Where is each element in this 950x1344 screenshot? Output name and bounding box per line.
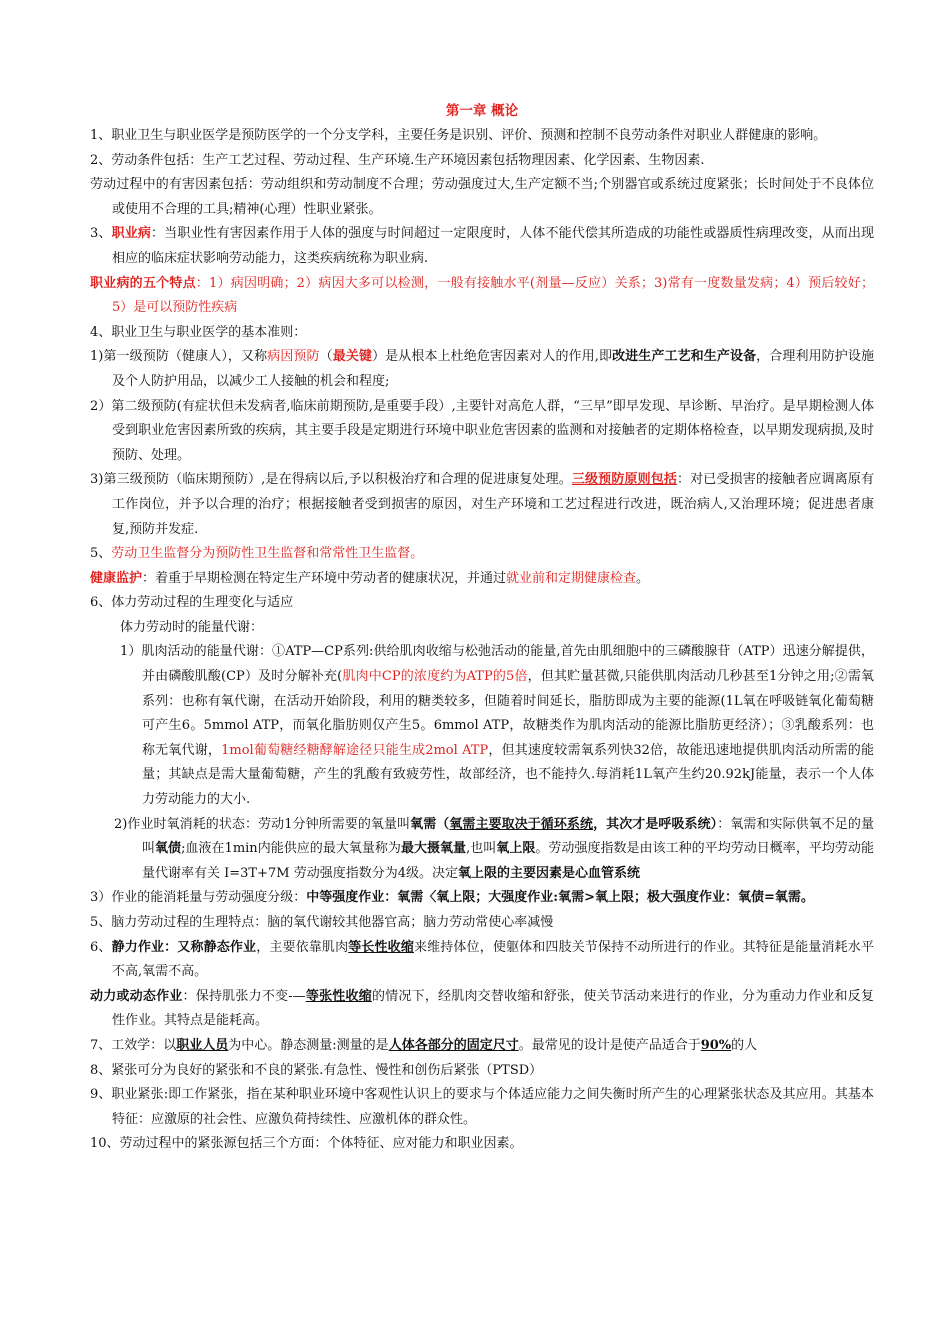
paragraph-23: 10、劳动过程中的紧张源包括三个方面：个体特征、应对能力和职业因素。 <box>90 1136 523 1152</box>
paragraph-2: 2、劳动条件包括：生产工艺过程、劳动过程、生产环境.生产环境因素包括物理因素、化学因素、生物因素. <box>90 152 705 168</box>
paragraph-10: 5、劳动卫生监督分为预防性卫生监督和常常性卫生监督。 <box>90 546 424 562</box>
document-page <box>90 100 874 1157</box>
paragraph-8: 2）第二级预防(有症状但未发病者,临床前期预防,是重要手段）,主要针对高危人群，“三早”即早发现、早诊断、早治疗。是早期检测人体受到职业危害因素所致的疾病，其主要手段是定期进行环境中职业危害因素的监测和对接触者的定期体格检查，以早期发现病损,及时预防、处理。 <box>90 398 874 463</box>
paragraph-6: 4、职业卫生与职业医学的基本准则： <box>90 324 307 340</box>
term-three-level-principles: 三级预防原则包括 <box>571 472 678 488</box>
paragraph-7: 1)第一级预防（健康人），又称病因预防（最关键）是从根本上杜绝危害因素对人的作用,即改进生产工艺和生产设备，合理利用防护设施及个人防护用品，以减少工人接触的机会和程度; <box>90 349 874 389</box>
paragraph-9: 3)第三级预防（临床期预防）,是在得病以后,予以积极治疗和合理的促进康复处理。三级预防原则包括：对已受损害的接触者应调离原有工作岗位，并予以合理的治疗；根据接触者受到损害的原因，对生产环境和工艺过程进行改进，既治病人,又治理环境；促进患者康复,预防并发症. <box>90 472 874 537</box>
chapter-title: 第一章 概论 <box>445 103 519 119</box>
paragraph-20: 7、工效学：以职业人员为中心。静态测量:测量的是人体各部分的固定尺寸。最常见的设计是使产品适合于90%的人 <box>90 1037 758 1053</box>
paragraph-16: 3）作业的能消耗量与劳动强度分级：中等强度作业：氧需〈氧上限；大强度作业:氧需>氧上限；极大强度作业：氧债=氧需。 <box>90 890 814 906</box>
paragraph-18: 6、静力作业：又称静态作业，主要依靠肌肉等长性收缩来维持体位，使躯体和四肢关节保持不动所进行的作业。其特征是能量消耗水平不高,氧需不高。 <box>90 939 874 980</box>
paragraph-22: 9、职业紧张:即工作紧张，指在某种职业环境中客观性认识上的要求与个体适应能力之间失衡时所产生的心理紧张状态及其应用。其基本特征：应激原的社会性、应激负荷持续性、应激机体的群众性。 <box>90 1087 874 1127</box>
term-five-features: 职业病的五个特点 <box>90 275 196 291</box>
paragraph-1: 1、职业卫生与职业医学是预防医学的一个分支学科，主要任务是识别、评价、预测和控制不良劳动条件对职业人群健康的影响。 <box>90 128 827 143</box>
paragraph-15: 2)作业时氧消耗的状态：劳动1分钟所需要的氧量叫氧需（氧需主要取决于循环系统，其次才是呼吸系统）：氧需和实际供氧不足的量叫氧债;血液在1min内能供应的最大氧量称为最大摄氧量,也叫氧上限。劳动强度指数是由该工种的平均劳动日概率，平均劳动能量代谢率有关 I=3T+7M 劳动强度指数分为4级。决定氧上限的主要因素是心血管系统 <box>114 816 874 881</box>
paragraph-21: 8、紧张可分为良好的紧张和不良的紧张.有急性、慢性和创伤后紧张（PTSD） <box>90 1062 543 1078</box>
paragraph-13: 体力劳动时的能量代谢： <box>120 619 264 635</box>
paragraph-11: 健康监护：着重于早期检测在特定生产环境中劳动者的健康状况，并通过就业前和定期健康检查。 <box>90 570 650 586</box>
paragraph-14: 1）肌肉活动的能量代谢：①ATP—CP系列:供给肌肉收缩与松弛活动的能量,首先由肌细胞中的三磷酸腺苷（ATP）迅速分解提供，并由磷酸肌酸(CP）及时分解补充(肌肉中CP的浓度约为ATP的5倍，但其贮量甚微,只能供肌肉活动几秒甚至1分钟之用;②需氧系列：也称有氧代谢，在活动开始阶段，利用的糖类较多，但随着时间延长，脂肪即成为主要的能源(1L氧在呼吸链氧化葡萄糖可产生6。5mmol ATP，而氧化脂肪则仅产生5。6mmol ATP，故糖类作为肌肉活动的能源比脂肪更经济）；③乳酸系列：也称无氧代谢，1mol葡萄糖经糖酵解途径只能生成2mol ATP，但其速度较需氧系列快32倍，故能迅速地提供肌肉活动所需的能量；其缺点是需大量葡萄糖，产生的乳酸有致疲劳性，故部经济，也不能持久.每消耗1L氧产生约20.92kJ能量，表示一个人体力劳动能力的大小. <box>120 644 875 808</box>
term-health-monitoring: 健康监护 <box>90 570 143 586</box>
paragraph-5: 职业病的五个特点：1）病因明确；2）病因大多可以检测，一般有接触水平(剂量—反应）关系；3)常有一度数量发病；4）预后较好；5）是可以预防性疾病 <box>90 275 874 316</box>
paragraph-4: 3、职业病：当职业性有害因素作用于人体的强度与时间超过一定限度时，人体不能代偿其所造成的功能性或器质性病理改变，从而出现相应的临床症状影响劳动能力，这类疾病统称为职业病. <box>90 226 874 266</box>
paragraph-19: 动力或动态作业：保持肌张力不变-—等张性收缩的情况下，经肌肉交替收缩和舒张，使关节活动来进行的作业，分为重动力作业和反复性作业。其特点是能耗高。 <box>90 988 874 1029</box>
paragraph-17: 5、脑力劳动过程的生理特点：脑的氧代谢较其他器官高；脑力劳动常使心率减慢 <box>90 915 554 930</box>
paragraph-12: 6、体力劳动过程的生理变化与适应 <box>90 595 294 611</box>
paragraph-3: 劳动过程中的有害因素包括：劳动组织和劳动制度不合理；劳动强度过大,生产定额不当;个别器官或系统过度紧张；长时间处于不良体位或使用不合理的工具;精神(心理）性职业紧张。 <box>90 177 874 217</box>
term-occupational-disease: 职业病 <box>111 226 152 242</box>
